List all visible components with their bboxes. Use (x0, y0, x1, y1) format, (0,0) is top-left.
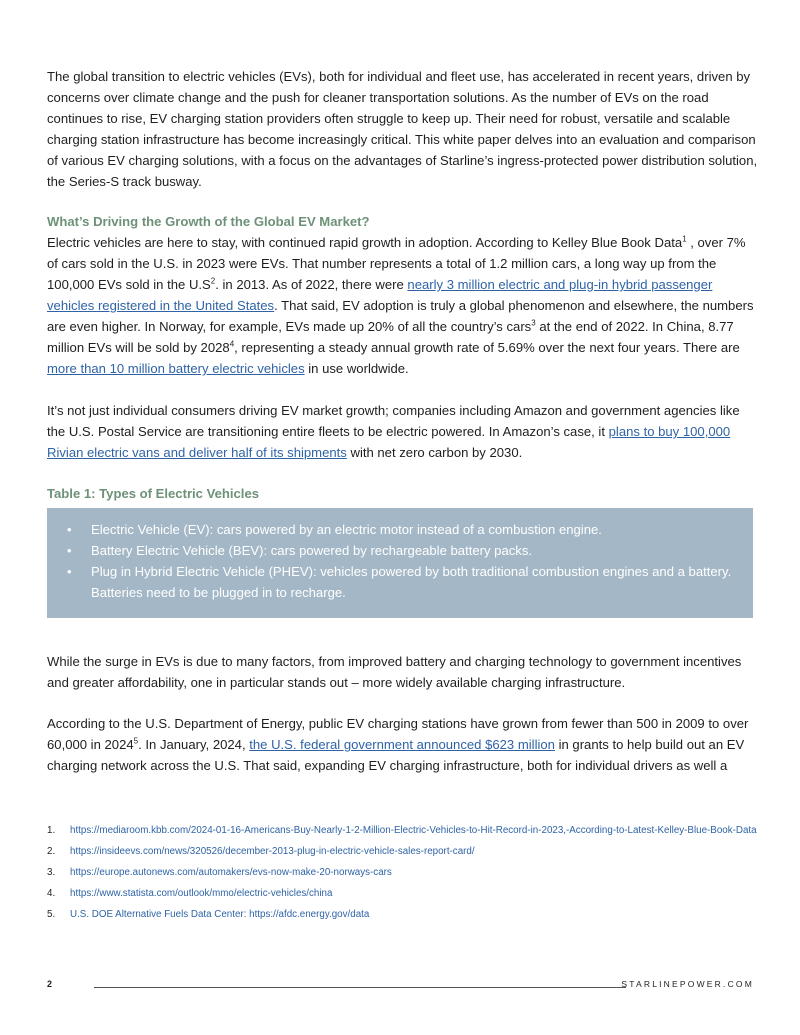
doe-paragraph (47, 713, 759, 776)
page-number: 2 (47, 979, 53, 989)
footnote-item[interactable] (47, 904, 759, 925)
footnote-link[interactable]: https://www.statista.com/outlook/mmo/electric-vehicles/china (70, 888, 333, 899)
footnote-number: 2. (47, 846, 56, 857)
footnote-item[interactable] (47, 820, 759, 841)
paragraph-text: It’s not just individual consumers driving EV market growth; companies including Amazon and government agencies like the U.S. Postal Service are transitioning entire fleets to be electric powered. In Amazon’s case, it (47, 403, 740, 439)
bullet-icon: • (67, 543, 72, 558)
paragraph-text: According to the U.S. Department of Energy, public EV charging stations have grown from fewer than 500 in 2009 to over 60,000 in 2024 (47, 716, 749, 752)
bullet-icon: • (67, 564, 72, 579)
list-item-text: Battery Electric Vehicle (BEV): cars powered by rechargeable battery packs. (91, 543, 533, 558)
list-item (67, 561, 753, 603)
paragraph-text: at the end of 2022. In China, 8.77 million EVs will be sold by 2028 (47, 319, 734, 355)
footnote-ref-4[interactable]: 4 (229, 339, 235, 349)
list-item (67, 519, 753, 540)
paragraph-text: in use worldwide. (304, 361, 409, 376)
footnote-number: 1. (47, 825, 56, 836)
footnote-link[interactable]: U.S. DOE Alternative Fuels Data Center: https://afdc.energy.gov/data (70, 909, 370, 920)
paragraph-text: , representing a steady annual growth rate of 5.69% over the next four years. There are (234, 340, 740, 355)
footnote-ref-5[interactable]: 5 (133, 736, 139, 746)
footnote-number: 4. (47, 888, 56, 899)
footnote-link[interactable]: https://mediaroom.kbb.com/2024-01-16-Americans-Buy-Nearly-1-2-Million-Electric-Vehicles-to-Hit-Record-in-2023,-According-to-Latest-Kelley-Blue-Book-Data (70, 825, 757, 836)
footnote-item[interactable] (47, 862, 759, 883)
paragraph-text: in grants to help build out an EV charging network across the U.S. That said, expanding EV charging infrastructure, both for individual drivers as well a (47, 737, 745, 773)
table-heading: Table 1: Types of Electric Vehicles (47, 486, 260, 501)
list-item-text: Plug in Hybrid Electric Vehicle (PHEV): vehicles powered by both traditional combustion engines and a battery. Batteries need to be plugged in to recharge. (91, 564, 732, 600)
link-amazon-rivian[interactable]: plans to buy 100,000 Rivian electric vans and deliver half of its shipments (47, 424, 731, 460)
footnote-number: 3. (47, 867, 56, 878)
link-us-registrations[interactable]: nearly 3 million electric and plug-in hybrid passenger vehicles registered in the United States (47, 277, 713, 313)
ev-growth-paragraph (47, 232, 759, 379)
paragraph-text: . That said, EV adoption is truly a global phenomenon and elsewhere, the numbers are even higher. In Norway, for example, EVs made up 20% of all the country’s cars (47, 298, 754, 334)
list-item (67, 540, 753, 561)
footnote-ref-2[interactable]: 2 (210, 276, 216, 286)
footnote-item[interactable] (47, 883, 759, 904)
link-global-bev-count[interactable]: more than 10 million battery electric vehicles (47, 361, 305, 376)
section-heading-ev-market: What’s Driving the Growth of the Global EV Market? (47, 214, 370, 229)
paragraph-text: Electric vehicles are here to stay, with continued rapid growth in adoption. According to Kelley Blue Book Data (47, 235, 683, 250)
footnote-number: 5. (47, 909, 56, 920)
footer-website[interactable]: STARLINEPOWER.COM (621, 979, 754, 989)
footnote-ref-3[interactable]: 3 (531, 318, 536, 328)
footnote-ref-1[interactable]: 1 (682, 234, 687, 244)
infrastructure-paragraph: While the surge in EVs is due to many factors, from improved battery and charging technology to government incentives and greater affordability, one in particular stands out – more widely available charging infrastructure. (47, 654, 742, 690)
paragraph-text: . In January, 2024, (138, 737, 250, 752)
intro-paragraph: The global transition to electric vehicles (EVs), both for individual and fleet use, has accelerated in recent years, driven by concerns over climate change and the push for cleaner transportation solutions. As the number of EVs on the road continues to rise, EV charging station providers often struggle to keep up. Their need for robust, versatile and scalable charging station infrastructure has become increasingly critical. This white paper delves into an evaluation and comparison of various EV charging solutions, with a focus on the advantages of Starline’s ingress-protected power distribution solution, the Series-S track busway. (47, 69, 758, 189)
footnotes-list (47, 820, 759, 925)
footnote-item[interactable] (47, 841, 759, 862)
paragraph-text: , over 7% of cars sold in the U.S. in 2023 were EVs. That number represents a total of 1.2 million cars, a long way up from the 100,000 EVs sold in the U.S (47, 235, 746, 292)
footnote-link[interactable]: https://insideevs.com/news/320526/december-2013-plug-in-electric-vehicle-sales-report-card/ (70, 846, 475, 857)
paragraph-text: with net zero carbon by 2030. (346, 445, 523, 460)
paragraph-text: . in 2013. As of 2022, there were (215, 277, 408, 292)
bullet-icon: • (67, 522, 72, 537)
link-federal-grants[interactable]: the U.S. federal government announced $623 million (249, 737, 555, 752)
fleet-paragraph (47, 400, 759, 463)
footnote-link[interactable]: https://europe.autonews.com/automakers/evs-now-make-20-norways-cars (70, 867, 392, 878)
ev-types-callout (47, 508, 753, 618)
footer-divider (94, 987, 626, 988)
ev-types-list (47, 508, 753, 603)
list-item-text: Electric Vehicle (EV): cars powered by an electric motor instead of a combustion engine. (91, 522, 602, 537)
